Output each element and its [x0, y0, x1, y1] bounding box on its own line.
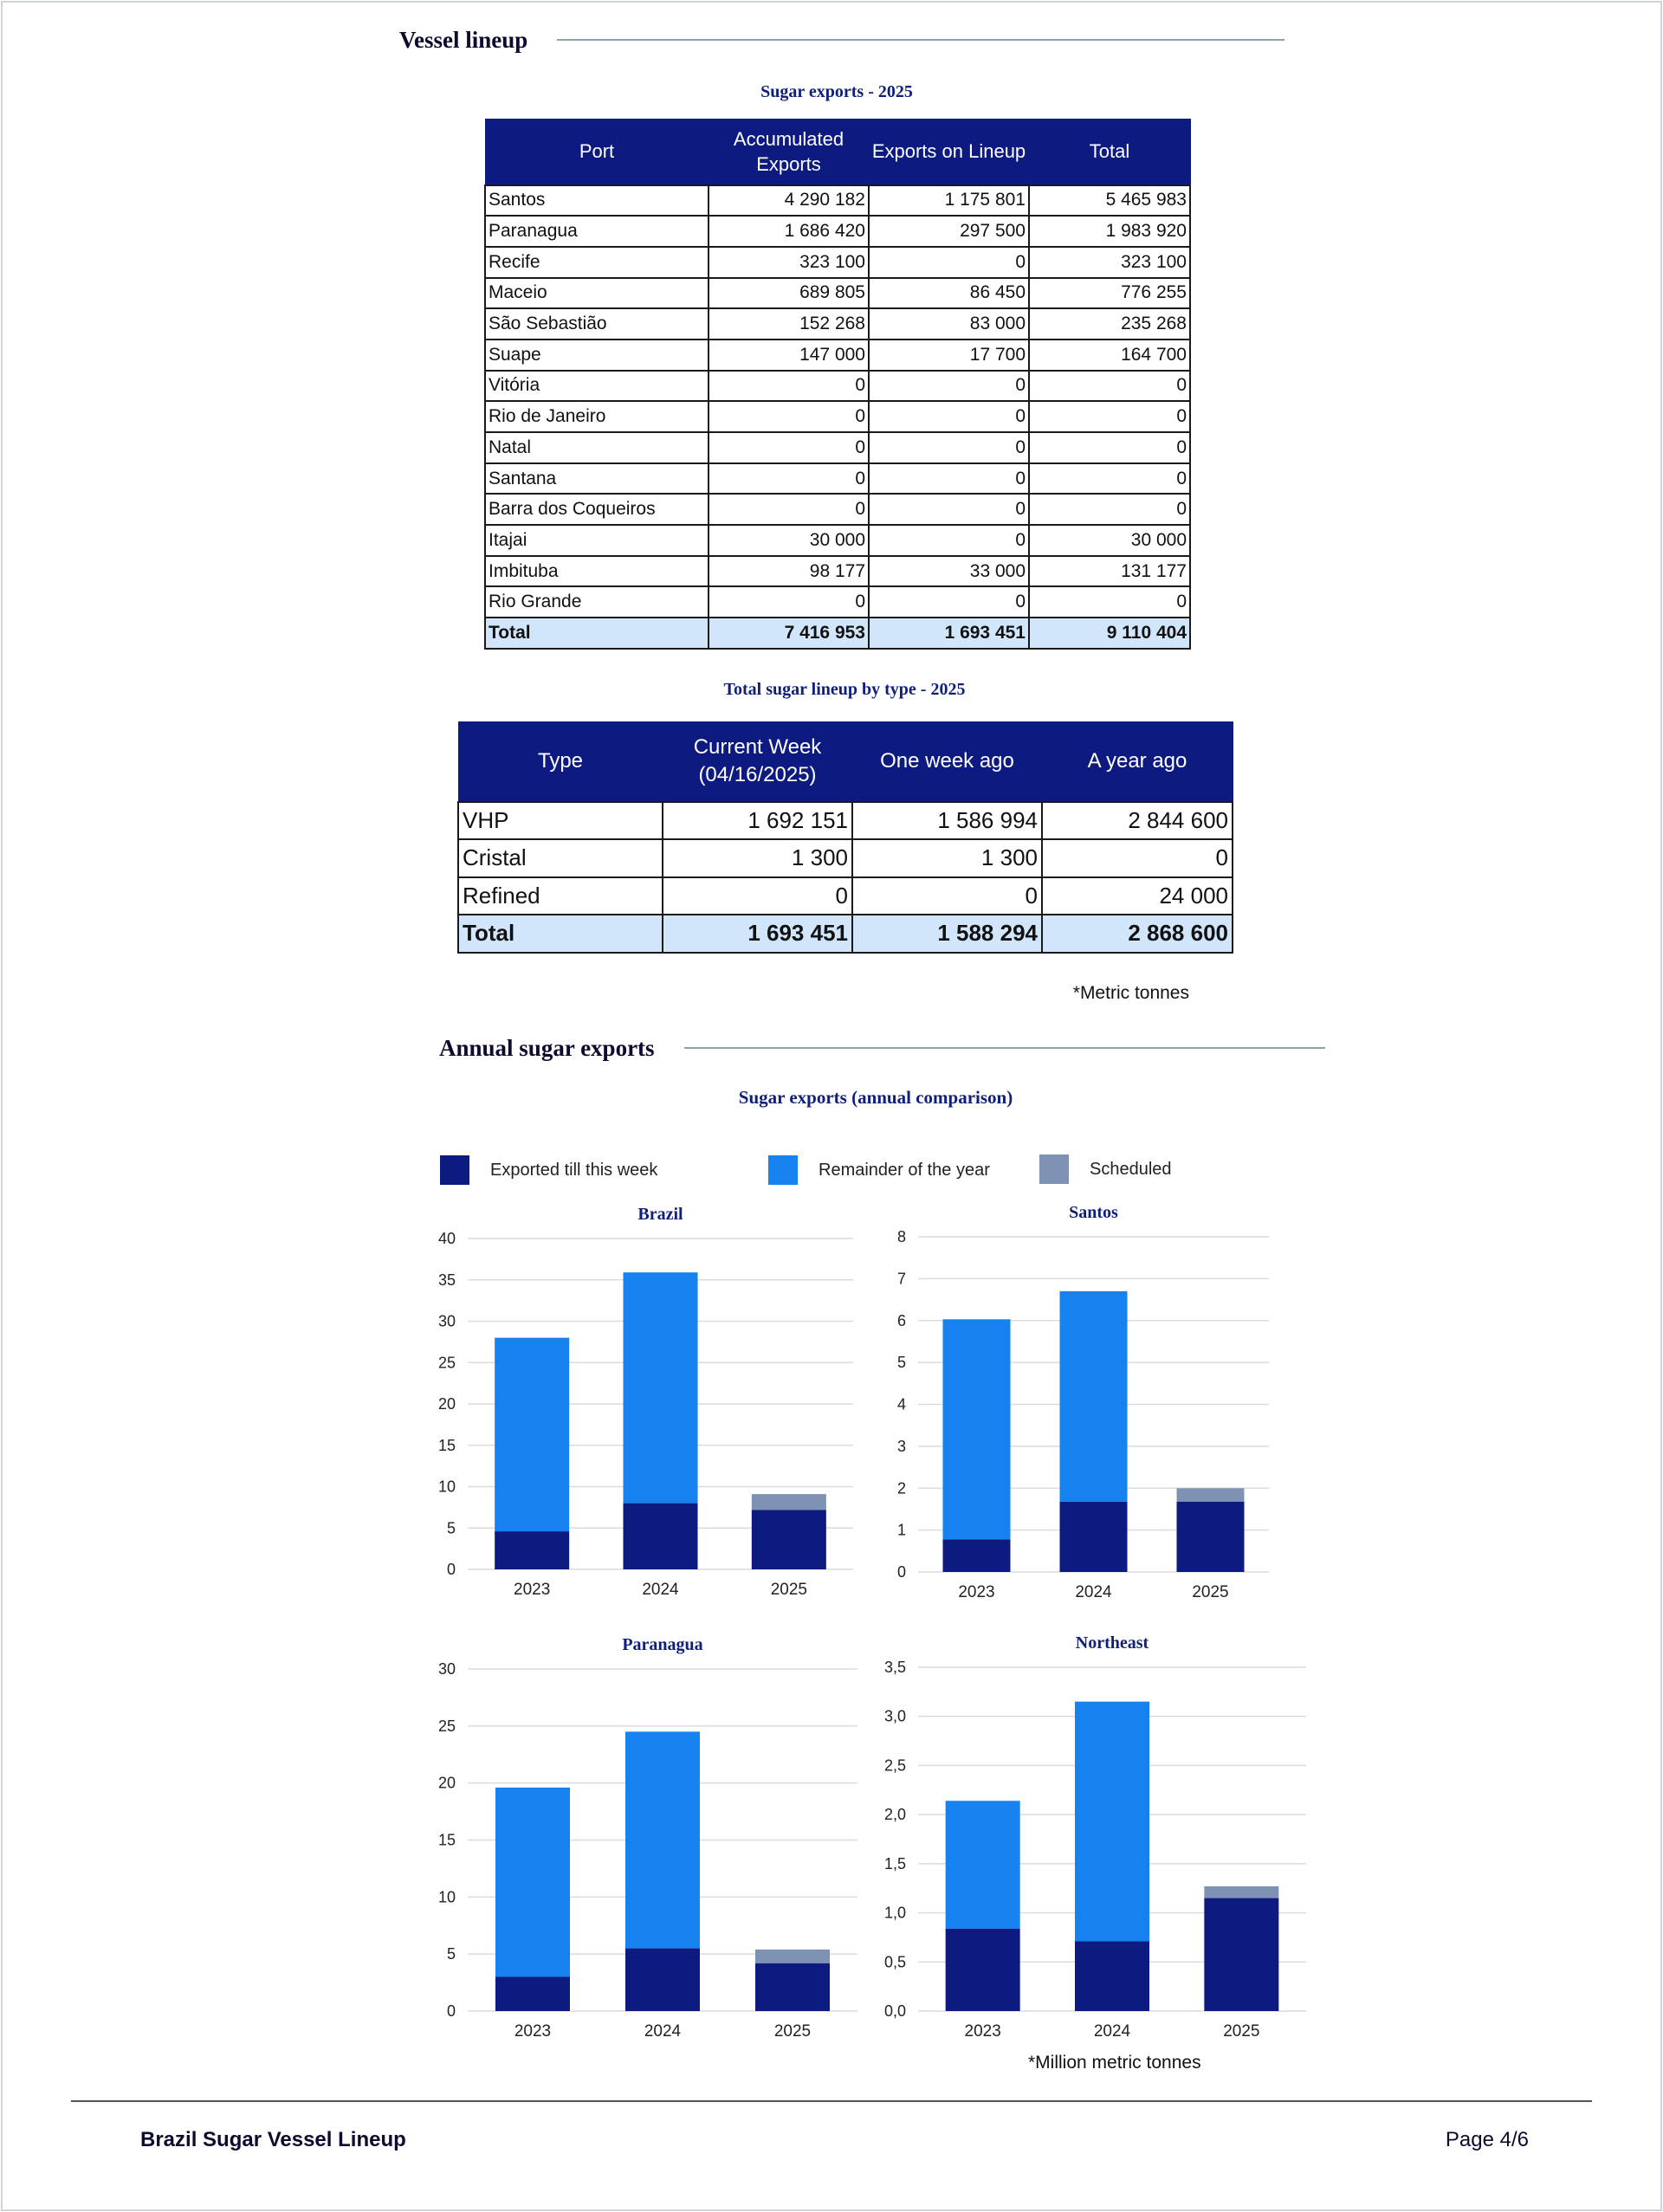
cell-value: 0 — [709, 432, 869, 463]
chart-paranagua — [416, 1613, 875, 2041]
bar-segment — [1177, 1488, 1245, 1501]
y-tick-label: 3,5 — [883, 1659, 906, 1676]
cell-value: 86 450 — [869, 278, 1029, 309]
y-tick-label: 20 — [437, 1774, 456, 1792]
cell-value: 7 416 953 — [709, 618, 869, 649]
port-row — [485, 278, 1190, 309]
port-row — [485, 525, 1190, 556]
cell-value: 0 — [852, 877, 1042, 915]
cell-value: 1 693 451 — [663, 915, 852, 953]
cell-value: 24 000 — [1042, 877, 1233, 915]
bar-segment — [624, 1272, 698, 1503]
annual-chart-title: Sugar exports (annual comparison) — [738, 1087, 1013, 1108]
y-tick-label: 4 — [896, 1395, 906, 1413]
cell-value: 776 255 — [1029, 278, 1190, 309]
column-header: Exports on Lineup — [869, 120, 1029, 185]
cell-value: 0 — [663, 877, 852, 915]
cell-value: 689 805 — [709, 278, 869, 309]
x-tick-label: 2023 — [514, 1581, 551, 1599]
total-row — [485, 618, 1190, 649]
cell-value: 131 177 — [1029, 556, 1190, 587]
x-tick-label: 2025 — [1192, 1583, 1229, 1601]
legend-label-exported: Exported till this week — [490, 1160, 658, 1180]
vessel-lineup-label: Vessel lineup — [399, 26, 528, 53]
cell-value: 4 290 182 — [709, 185, 869, 217]
cell-value: 0 — [869, 401, 1029, 432]
y-tick-label: 30 — [437, 1312, 456, 1330]
row-label: Paranagua — [485, 216, 709, 247]
column-header: Accumulated Exports — [709, 120, 869, 185]
legend-swatch-remainder — [768, 1155, 798, 1185]
chart-title: Paranagua — [622, 1635, 703, 1654]
y-tick-label: 2 — [896, 1479, 906, 1497]
port-row — [485, 216, 1190, 247]
legend-swatch-scheduled — [1039, 1155, 1069, 1184]
chart-svg — [875, 1613, 1325, 2041]
legend-label-remainder: Remainder of the year — [819, 1160, 990, 1180]
chart-northeast — [875, 1613, 1325, 2041]
footer-title: Brazil Sugar Vessel Lineup — [140, 2128, 406, 2151]
bar-segment — [755, 1963, 830, 2011]
sugar-exports-table — [484, 119, 1191, 650]
cell-value: 83 000 — [869, 308, 1029, 340]
cell-value: 17 700 — [869, 340, 1029, 371]
type-table-body — [458, 802, 1233, 953]
annual-exports-heading — [439, 1032, 1325, 1064]
chart-brazil — [416, 1195, 875, 1611]
row-label: Rio de Janeiro — [485, 401, 709, 432]
cell-value: 323 100 — [709, 247, 869, 278]
bar-segment — [495, 1977, 570, 2012]
y-tick-label: 5 — [446, 1945, 456, 1963]
port-row — [485, 556, 1190, 587]
y-tick-label: 25 — [437, 1717, 456, 1735]
x-tick-label: 2025 — [773, 2022, 812, 2041]
chart-title: Brazil — [637, 1205, 683, 1224]
cell-value: 0 — [1029, 432, 1190, 463]
cell-value: 1 686 420 — [709, 216, 869, 247]
cell-value: 0 — [1029, 463, 1190, 495]
cell-value: 0 — [709, 586, 869, 618]
port-row — [485, 340, 1190, 371]
y-tick-label: 2,5 — [883, 1756, 906, 1775]
x-tick-label: 2025 — [770, 1581, 807, 1599]
y-tick-label: 2,0 — [883, 1806, 906, 1824]
y-tick-label: 35 — [437, 1271, 456, 1289]
cell-value: 0 — [1042, 839, 1233, 877]
bar-segment — [1204, 1886, 1278, 1898]
column-header: Current Week (04/16/2025) — [663, 722, 852, 802]
y-tick-label: 15 — [437, 1436, 456, 1454]
row-label: Suape — [485, 340, 709, 371]
bar-segment — [1204, 1898, 1278, 2011]
page-number: Page 4/6 — [1445, 2128, 1529, 2151]
cell-value: 0 — [709, 463, 869, 495]
cell-value: 0 — [869, 525, 1029, 556]
type-row — [458, 802, 1233, 840]
type-table-header — [458, 722, 1233, 802]
y-tick-label: 5 — [446, 1519, 456, 1537]
column-header: A year ago — [1042, 722, 1233, 802]
y-tick-label: 15 — [437, 1831, 456, 1849]
cell-value: 164 700 — [1029, 340, 1190, 371]
row-label: Recife — [485, 247, 709, 278]
y-tick-label: 0 — [896, 1563, 906, 1581]
y-tick-label: 25 — [437, 1354, 456, 1372]
type-table-title: Total sugar lineup by type - 2025 — [723, 680, 966, 699]
row-label: Natal — [485, 432, 709, 463]
port-row — [485, 371, 1190, 402]
port-row — [485, 494, 1190, 525]
cell-value: 1 693 451 — [869, 618, 1029, 649]
port-row — [485, 586, 1190, 618]
cell-value: 1 175 801 — [869, 185, 1029, 217]
lineup-by-type-table — [457, 721, 1233, 954]
chart-title: Santos — [1069, 1203, 1118, 1222]
cell-value: 0 — [709, 371, 869, 402]
x-tick-label: 2024 — [644, 2022, 682, 2041]
heading-rule — [684, 1047, 1325, 1049]
bar-segment — [943, 1539, 1011, 1572]
cell-value: 0 — [869, 463, 1029, 495]
cell-value: 323 100 — [1029, 247, 1190, 278]
row-label: Maceio — [485, 278, 709, 309]
bar-segment — [495, 1338, 569, 1531]
cell-value: 152 268 — [709, 308, 869, 340]
chart-svg — [416, 1613, 875, 2041]
y-tick-label: 1,5 — [883, 1854, 906, 1872]
row-label: Total — [485, 618, 709, 649]
legend-swatch-exported — [440, 1155, 469, 1185]
y-tick-label: 8 — [896, 1228, 906, 1245]
cell-value: 33 000 — [869, 556, 1029, 587]
bar-segment — [1060, 1291, 1128, 1502]
cell-value: 1 588 294 — [852, 915, 1042, 953]
port-row — [485, 432, 1190, 463]
y-tick-label: 1,0 — [883, 1904, 906, 1922]
cell-value: 235 268 — [1029, 308, 1190, 340]
y-tick-label: 30 — [437, 1660, 456, 1678]
row-label: Rio Grande — [485, 586, 709, 618]
total-row — [458, 915, 1233, 953]
row-label: Refined — [458, 877, 663, 915]
column-header: Total — [1029, 120, 1190, 185]
row-label: VHP — [458, 802, 663, 840]
port-row — [485, 247, 1190, 278]
type-row — [458, 877, 1233, 915]
chart-santos — [875, 1195, 1299, 1611]
bar-segment — [752, 1510, 826, 1569]
cell-value: 0 — [709, 494, 869, 525]
bar-segment — [752, 1494, 826, 1510]
port-row — [485, 463, 1190, 495]
cell-value: 0 — [1029, 401, 1190, 432]
port-row — [485, 401, 1190, 432]
bar-segment — [625, 1949, 700, 2011]
cell-value: 0 — [869, 371, 1029, 402]
cell-value: 1 692 151 — [663, 802, 852, 840]
chart-svg — [875, 1195, 1299, 1611]
y-tick-label: 0 — [446, 1561, 456, 1578]
row-label: Total — [458, 915, 663, 953]
bar-segment — [1060, 1502, 1128, 1572]
y-tick-label: 10 — [437, 1888, 456, 1906]
cell-value: 0 — [1029, 494, 1190, 525]
bar-segment — [1075, 1702, 1149, 1942]
metric-tonnes-note: *Metric tonnes — [1072, 983, 1189, 1003]
bar-segment — [1177, 1502, 1245, 1572]
cell-value: 0 — [1029, 371, 1190, 402]
exports-table-header — [485, 120, 1190, 185]
cell-value: 30 000 — [709, 525, 869, 556]
annual-exports-label: Annual sugar exports — [439, 1034, 655, 1061]
port-row — [485, 308, 1190, 340]
y-tick-label: 3,0 — [883, 1707, 906, 1725]
cell-value: 1 983 920 — [1029, 216, 1190, 247]
y-tick-label: 5 — [896, 1354, 906, 1372]
row-label: Cristal — [458, 839, 663, 877]
x-tick-label: 2024 — [1075, 1583, 1112, 1601]
exports-table-title: Sugar exports - 2025 — [760, 82, 913, 101]
cell-value: 297 500 — [869, 216, 1029, 247]
x-tick-label: 2024 — [642, 1581, 679, 1599]
row-label: Santana — [485, 463, 709, 495]
row-label: Imbituba — [485, 556, 709, 587]
cell-value: 0 — [709, 401, 869, 432]
y-tick-label: 7 — [896, 1270, 906, 1288]
bar-segment — [755, 1950, 830, 1963]
bar-segment — [943, 1319, 1011, 1539]
y-tick-label: 0,5 — [883, 1953, 906, 1971]
x-tick-label: 2024 — [1093, 2022, 1131, 2041]
bar-segment — [946, 1801, 1020, 1928]
row-label: Santos — [485, 185, 709, 217]
cell-value: 1 586 994 — [852, 802, 1042, 840]
bar-segment — [625, 1731, 700, 1948]
row-label: Barra dos Coqueiros — [485, 494, 709, 525]
x-tick-label: 2023 — [964, 2022, 1001, 2041]
y-tick-label: 10 — [437, 1478, 456, 1496]
row-label: Vitória — [485, 371, 709, 402]
type-row — [458, 839, 1233, 877]
chart-svg — [416, 1195, 875, 1611]
cell-value: 1 300 — [663, 839, 852, 877]
million-tonnes-note: *Million metric tonnes — [1028, 2053, 1201, 2073]
y-tick-label: 40 — [437, 1230, 456, 1247]
legend-label-scheduled: Scheduled — [1090, 1159, 1172, 1179]
row-label: São Sebastião — [485, 308, 709, 340]
cell-value: 98 177 — [709, 556, 869, 587]
y-tick-label: 3 — [896, 1437, 906, 1455]
column-header: One week ago — [852, 722, 1042, 802]
bar-segment — [1075, 1941, 1149, 2011]
cell-value: 30 000 — [1029, 525, 1190, 556]
cell-value: 0 — [869, 432, 1029, 463]
port-row — [485, 185, 1190, 217]
exports-table-body — [485, 185, 1190, 649]
bar-segment — [495, 1788, 570, 1977]
x-tick-label: 2025 — [1223, 2022, 1260, 2041]
bar-segment — [495, 1531, 569, 1569]
cell-value: 0 — [869, 494, 1029, 525]
chart-title: Northeast — [1075, 1633, 1149, 1653]
cell-value: 9 110 404 — [1029, 618, 1190, 649]
x-tick-label: 2023 — [514, 2022, 552, 2041]
y-tick-label: 6 — [896, 1311, 906, 1329]
cell-value: 0 — [869, 247, 1029, 278]
legend-exported — [440, 1155, 657, 1185]
cell-value: 2 868 600 — [1042, 915, 1233, 953]
footer-rule — [71, 2100, 1592, 2102]
bar-segment — [946, 1929, 1020, 2011]
y-tick-label: 0 — [446, 2002, 456, 2020]
cell-value: 0 — [869, 586, 1029, 618]
cell-value: 1 300 — [852, 839, 1042, 877]
column-header: Type — [458, 722, 663, 802]
cell-value: 5 465 983 — [1029, 185, 1190, 217]
legend-remainder — [768, 1155, 990, 1185]
heading-rule — [557, 39, 1284, 41]
bar-segment — [624, 1504, 698, 1569]
y-tick-label: 0,0 — [883, 2002, 906, 2020]
cell-value: 147 000 — [709, 340, 869, 371]
cell-value: 2 844 600 — [1042, 802, 1233, 840]
vessel-lineup-heading — [399, 24, 1284, 55]
y-tick-label: 1 — [896, 1521, 906, 1539]
legend-scheduled — [1039, 1155, 1172, 1184]
y-tick-label: 20 — [437, 1395, 456, 1413]
column-header: Port — [485, 120, 709, 185]
x-tick-label: 2023 — [958, 1583, 995, 1601]
cell-value: 0 — [1029, 586, 1190, 618]
row-label: Itajai — [485, 525, 709, 556]
